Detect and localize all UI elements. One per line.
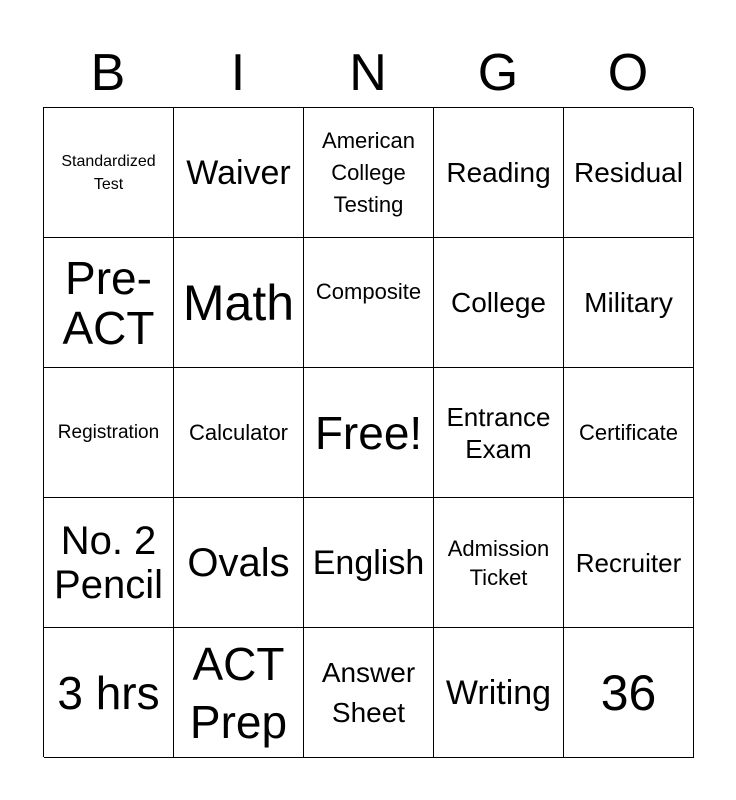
cell-text: Registration bbox=[57, 421, 160, 443]
bingo-cell[interactable] bbox=[434, 368, 564, 498]
cell-text: Answer Sheet bbox=[321, 656, 416, 728]
bingo-cell[interactable] bbox=[434, 498, 564, 628]
cell-text: ACT Prep bbox=[189, 637, 288, 748]
cell-text: English bbox=[312, 543, 425, 582]
bingo-cell[interactable] bbox=[434, 108, 564, 238]
cell-text: Ovals bbox=[187, 540, 290, 585]
cell-text: Writing bbox=[445, 673, 552, 712]
header-letter-i: I bbox=[230, 44, 246, 102]
bingo-cell[interactable] bbox=[434, 238, 564, 368]
bingo-cell[interactable] bbox=[44, 498, 174, 628]
bingo-cell[interactable] bbox=[564, 238, 694, 368]
bingo-cell[interactable] bbox=[564, 498, 694, 628]
cell-text: Waiver bbox=[186, 153, 291, 192]
bingo-cell[interactable] bbox=[304, 498, 434, 628]
cell-text: Math bbox=[182, 274, 295, 331]
cell-text: Residual bbox=[574, 156, 683, 188]
cell-text: Military bbox=[584, 286, 673, 318]
bingo-cell[interactable] bbox=[174, 628, 304, 758]
bingo-cell[interactable] bbox=[564, 108, 694, 238]
bingo-cell[interactable] bbox=[564, 628, 694, 758]
bingo-cell[interactable] bbox=[44, 108, 174, 238]
bingo-cell[interactable] bbox=[304, 238, 434, 368]
header-letter-g: G bbox=[477, 44, 519, 102]
cell-text: Recruiter bbox=[575, 547, 682, 578]
cell-text: No. 2 Pencil bbox=[54, 518, 163, 607]
cell-text: College bbox=[451, 286, 546, 318]
cell-text: Standardized Test bbox=[61, 152, 156, 193]
bingo-cell[interactable] bbox=[174, 498, 304, 628]
header-letter-o: O bbox=[607, 44, 649, 102]
bingo-board bbox=[43, 107, 693, 757]
bingo-cell[interactable] bbox=[564, 368, 694, 498]
bingo-cell[interactable] bbox=[174, 238, 304, 368]
bingo-cell[interactable] bbox=[44, 238, 174, 368]
cell-text: Pre- ACT bbox=[62, 251, 155, 354]
bingo-cell[interactable] bbox=[44, 628, 174, 758]
header-letter-b: B bbox=[90, 44, 126, 102]
cell-text: Calculator bbox=[188, 420, 289, 445]
cell-text: Admission Ticket bbox=[447, 535, 550, 590]
cell-text: Reading bbox=[446, 156, 551, 188]
bingo-header bbox=[43, 40, 693, 106]
bingo-cell[interactable] bbox=[304, 108, 434, 238]
bingo-cell[interactable] bbox=[174, 368, 304, 498]
header-letter-n: N bbox=[349, 44, 387, 102]
bingo-cell[interactable] bbox=[304, 628, 434, 758]
cell-text: 3 hrs bbox=[57, 666, 160, 719]
free-space-label: Free! bbox=[314, 406, 423, 459]
free-space-cell[interactable] bbox=[304, 368, 434, 498]
cell-text: 36 bbox=[600, 664, 657, 721]
bingo-cell[interactable] bbox=[174, 108, 304, 238]
cell-text: Composite bbox=[315, 279, 422, 304]
cell-text: Certificate bbox=[578, 420, 679, 445]
cell-text: American College Testing bbox=[322, 127, 415, 217]
bingo-cell[interactable] bbox=[434, 628, 564, 758]
bingo-cell[interactable] bbox=[44, 368, 174, 498]
cell-text: Entrance Exam bbox=[446, 401, 551, 464]
